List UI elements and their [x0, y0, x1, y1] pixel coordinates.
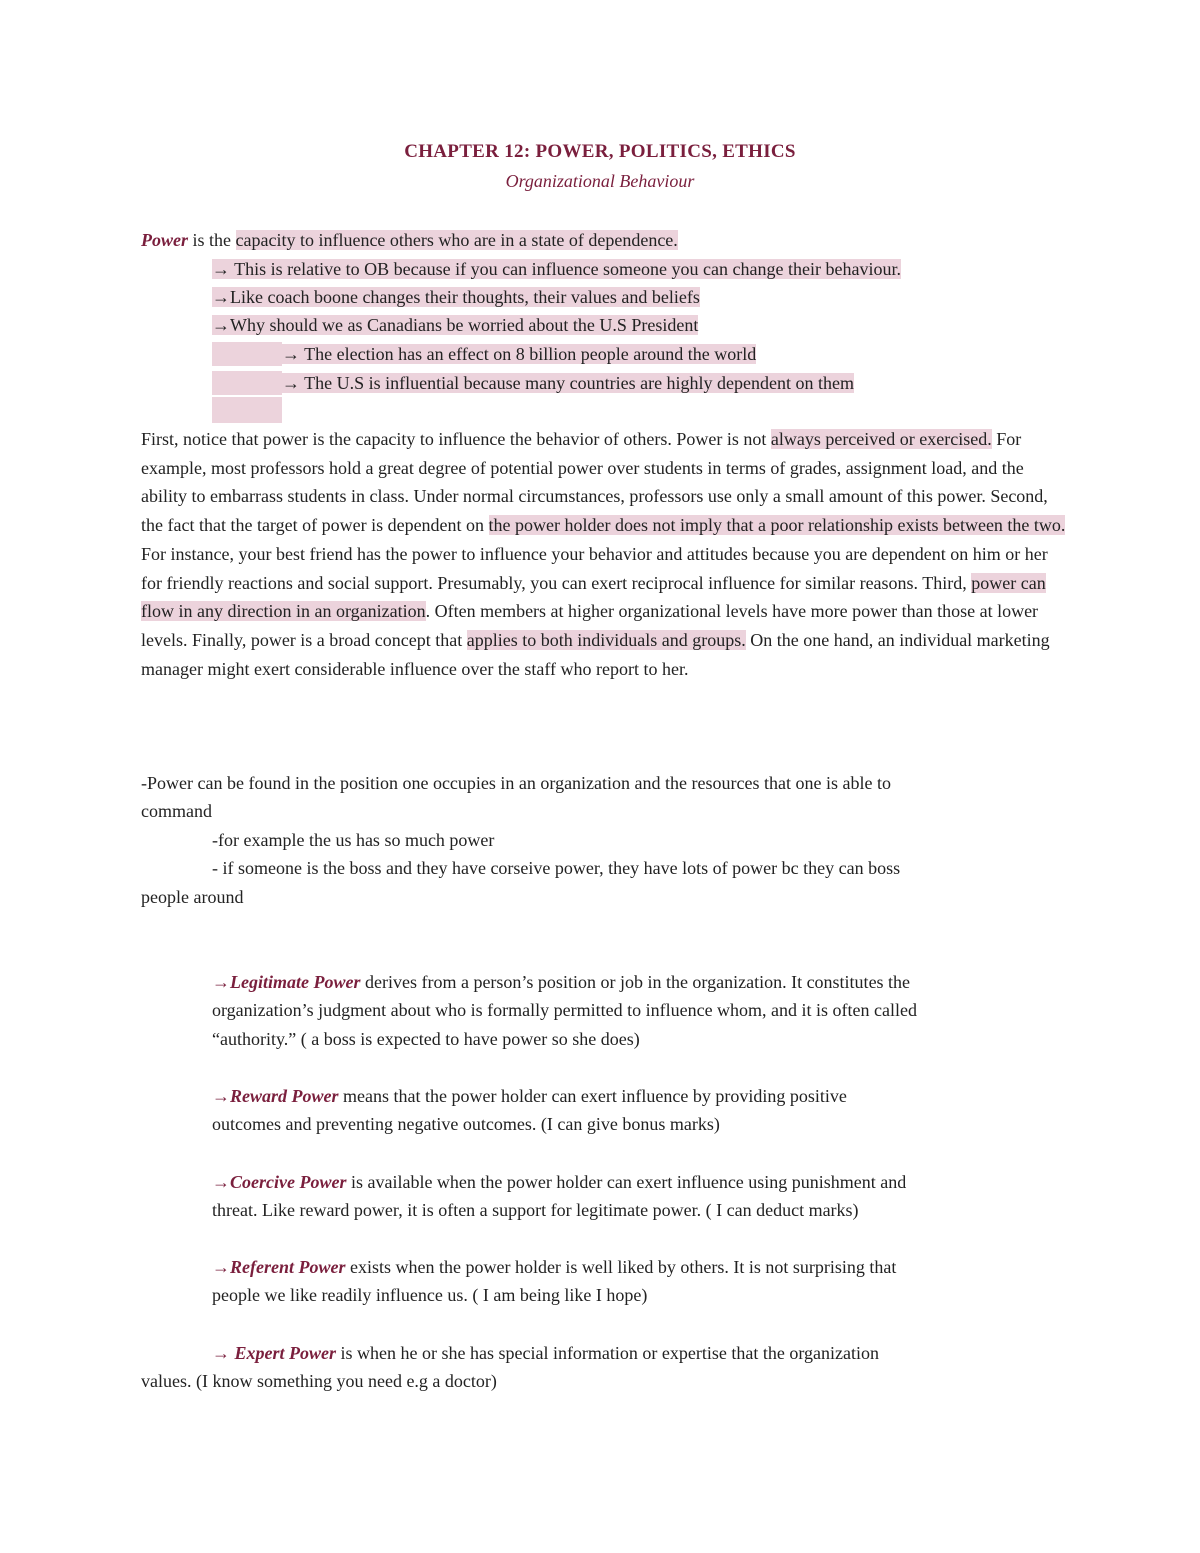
referent-power-line: →Referent Power exists when the power holder is well liked by others. It is not surprising that — [212, 1257, 897, 1277]
power-definition — [141, 228, 678, 252]
document-subtitle: Organizational Behaviour — [505, 171, 695, 191]
note-line: -for example the us has so much power — [212, 830, 495, 850]
coercive-power-line: →Coercive Power is available when the power holder can exert influence using punishment and — [212, 1172, 907, 1192]
legitimate-power-line: “authority.” ( a boss is expected to have power so she does) — [212, 1029, 640, 1049]
reward-power-line: →Reward Power means that the power holder can exert influence by providing positive — [212, 1086, 847, 1106]
definition-note: →Like coach boone changes their thoughts, their values and beliefs — [212, 287, 700, 307]
expert-power-line: → Expert Power is when he or she has special information or expertise that the organization — [212, 1343, 880, 1363]
highlight: applies to both individuals and groups. — [466, 629, 746, 650]
highlight: always perceived or exercised. — [770, 429, 992, 449]
definition-connector: is the — [188, 230, 236, 250]
definition-subnote: → The election has an effect on 8 billion people around the world — [212, 342, 756, 366]
note-line: people around — [141, 887, 244, 907]
expert-power-line: values. (I know something you need e.g a doctor) — [141, 1371, 497, 1391]
definition-subnote: → The U.S is influential because many countries are highly dependent on them — [212, 371, 854, 395]
definition-note: →Why should we as Canadians be worried about the U.S President — [212, 315, 699, 335]
chapter-title: CHAPTER 12: POWER, POLITICS, ETHICS — [404, 141, 796, 162]
highlight: power can flow in any direction in an organization — [141, 572, 1046, 622]
referent-power-line: people we like readily influence us. ( I am being like I hope) — [212, 1285, 648, 1305]
power-term: Power — [141, 230, 188, 250]
highlight: the power holder does not imply that a poor relationship exists between the two. — [488, 515, 1066, 536]
definition-note: → This is relative to OB because if you can influence someone you can change their behaviour. — [212, 259, 901, 279]
reward-power-line: outcomes and preventing negative outcomes. (I can give bonus marks) — [212, 1114, 720, 1134]
note-line: command — [141, 801, 212, 821]
highlight-blank — [212, 397, 282, 423]
note-line: -Power can be found in the position one occupies in an organization and the resources that one is able to — [141, 773, 891, 793]
legitimate-power-line: →Legitimate Power derives from a person’s position or job in the organization. It constitutes the — [212, 972, 911, 992]
legitimate-power-line: organization’s judgment about who is formally permitted to influence whom, and it is often called — [212, 1000, 918, 1020]
note-line: - if someone is the boss and they have corseive power, they have lots of power bc they can boss — [212, 858, 901, 878]
main-paragraph: First, notice that power is the capacity to influence the behavior of others. Power is not always perceived or exercised. For example, most professors hold a great degree of potential power over students in terms of grades, assignment load, and the ability to embarrass students in class. Under normal circumstances, professors use only a small amount of this power. Second, the fact that the target of power is dependent on the power holder does not imply that a poor relationship exists between the two. For instance, your best friend has the power to influence your behavior and attitudes because you are dependent on him or her for friendly reactions and social support. Presumably, you can exert reciprocal influence for similar reasons. Third, power can flow in any direction in an organization. Often members at higher organizational levels have more power than those at lower levels. Finally, power is a broad concept that applies to both individuals and groups. On the one hand, an individual marketing manager might exert considerable influence over the staff who report to her. — [141, 429, 1066, 679]
definition-text: capacity to influence others who are in a state of dependence. — [235, 230, 678, 250]
coercive-power-line: threat. Like reward power, it is often a support for legitimate power. ( I can deduct marks) — [212, 1200, 859, 1220]
